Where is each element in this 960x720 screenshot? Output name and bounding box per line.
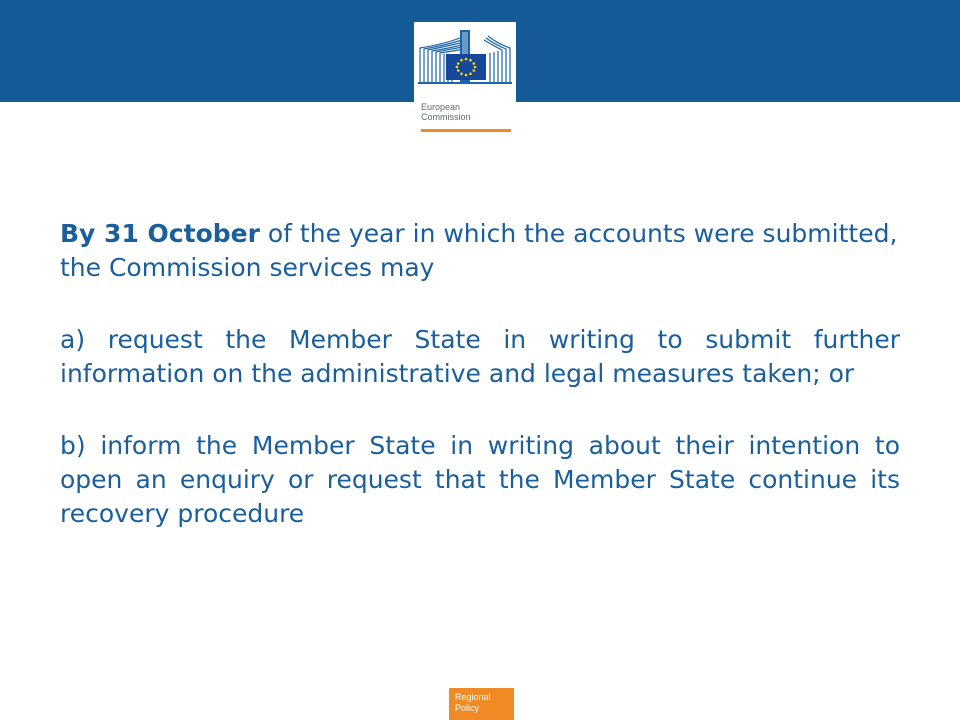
lead-rest-text: of the year in which the accounts were submitted, the Commission services may: [60, 219, 898, 282]
logo-line-commission: Commission: [421, 112, 471, 122]
item-b-paragraph: b) inform the Member State in writing about their intention to open an enquiry or request that the Member State continue its recovery procedure: [60, 431, 900, 528]
tag-line-policy: Policy: [455, 703, 480, 713]
logo-wordmark: [421, 102, 515, 122]
logo-orange-underline: [421, 129, 511, 132]
item-a-paragraph: a) request the Member State in writing to submit further information on the administrative and legal measures taken; or: [60, 325, 900, 388]
deadline-bold: By 31 October: [60, 219, 260, 248]
regional-policy-tag: [449, 688, 514, 720]
european-commission-logo: [414, 22, 516, 134]
tag-line-regional: Regional: [455, 692, 491, 702]
slide-body: [60, 217, 900, 569]
lead-paragraph: [60, 217, 900, 285]
logo-line-european: European: [421, 102, 461, 112]
